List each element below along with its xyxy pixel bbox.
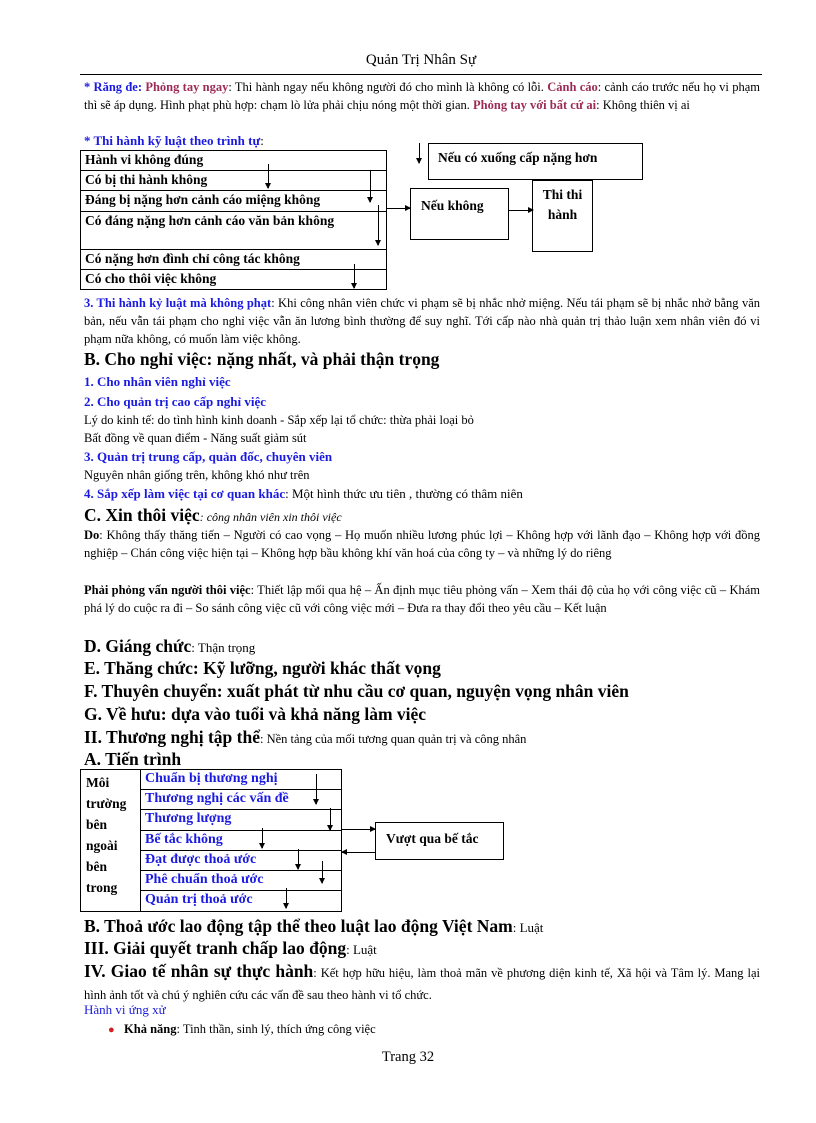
section-iv-rest: : Kết hợp hữu hiệu, làm thoả mãn về phương diện kinh tế, Xã hội và Tâm lý. Mang lại hình ảnh tốt và chú ý nghiên cứu các vấn đề sau theo hành vi tổ chức. xyxy=(84,966,760,1002)
section-c-reasons xyxy=(84,526,760,562)
down-arrow-icon xyxy=(370,170,371,202)
discipline-sequence-heading xyxy=(84,132,264,150)
right-arrow-icon xyxy=(509,210,533,211)
section-b-item-2: 2. Cho quản trị cao cấp nghỉ việc xyxy=(84,394,267,409)
section-c-title: C. Xin thôi việc xyxy=(84,505,200,525)
down-arrow-icon xyxy=(286,888,287,908)
ability-label: Khả năng xyxy=(124,1022,177,1036)
negotiation-step: Phê chuẩn thoả ước xyxy=(141,871,341,891)
deterrence-text-3: : Không thiên vị ai xyxy=(596,98,690,112)
section-g-title: G. Về hưu: dựa vào tuổi và khả năng làm việc xyxy=(84,704,427,724)
section-d-heading xyxy=(84,635,255,659)
negotiation-step: Thương lượng xyxy=(141,810,341,831)
negotiation-step: Thương nghị các vấn đề xyxy=(141,790,341,810)
page-number: Trang 32 xyxy=(381,1049,435,1065)
section-ii-heading xyxy=(84,726,526,750)
header-rule xyxy=(80,74,762,75)
section-d-title: D. Giáng chức xyxy=(84,636,192,656)
bullet-dot-icon: ● xyxy=(108,1024,115,1036)
section-c-reasons-label: Do xyxy=(84,528,100,542)
behavior-heading: Hành vi ứng xử xyxy=(84,1002,166,1017)
section-d-rest: : Thận trọng xyxy=(191,640,256,655)
down-arrow-icon xyxy=(298,849,299,869)
section-b-item-2-line-1: Lý do kinh tế: do tình hình kinh doanh - Sắp xếp lại tổ chức: thừa phải loại bỏ xyxy=(84,413,474,427)
section-ii-rest: : Nền tảng của mối tương quan quản trị và công nhân xyxy=(259,732,527,746)
down-arrow-icon xyxy=(322,861,323,883)
section-c-subtitle: : công nhân viên xin thôi việc xyxy=(199,510,342,524)
negotiation-step: Quản trị thoả ước xyxy=(145,892,253,907)
burn-anyone-term: Phỏng tay với bất cứ ai xyxy=(473,98,597,112)
deterrence-text-2: : cảnh cáo trước nếu họ vi phạm thì sẽ áp dụng. Hình phạt phù hợp: chạm lò lửa phải chịu nóng một thời gian. xyxy=(84,80,760,112)
down-arrow-icon xyxy=(262,828,263,848)
left-arrow-icon xyxy=(342,852,375,853)
section-iii-heading xyxy=(84,937,377,961)
page-header: Quản Trị Nhân Sự xyxy=(365,52,477,68)
negotiation-step: Chuẩn bị thương nghị xyxy=(141,770,341,790)
down-arrow-icon xyxy=(330,808,331,830)
negotiation-step: Đạt được thoả ước xyxy=(141,851,341,871)
discipline-no-penalty-label: 3. Thi hành kỷ luật mà không phạt xyxy=(84,296,272,310)
section-c-interview xyxy=(84,581,760,617)
right-arrow-icon xyxy=(342,829,375,830)
if-not-box: Nếu không xyxy=(410,188,509,240)
discipline-step: Hành vi không đúng xyxy=(81,151,386,171)
discipline-step: Có nặng hơn đình chỉ công tác không xyxy=(81,250,386,270)
down-arrow-icon xyxy=(354,264,355,288)
section-b-item-3: 3. Quản trị trung cấp, quản đốc, chuyên viên xyxy=(84,449,333,464)
section-e-title: E. Thăng chức: Kỹ lưỡng, người khác thất vọng xyxy=(84,658,441,678)
down-arrow-icon xyxy=(268,164,269,188)
section-c-heading xyxy=(84,504,342,528)
down-arrow-icon xyxy=(378,205,379,245)
execute-box: Thi thi hành xyxy=(532,180,593,252)
section-b-title: B. Cho nghỉ việc: nặng nhất, và phải thận trọng xyxy=(84,349,440,369)
discipline-step: Có bị thi hành không xyxy=(81,171,386,191)
discipline-step: Có đáng nặng hơn cảnh cáo văn bản không xyxy=(81,212,386,250)
right-arrow-icon xyxy=(387,208,410,209)
section-iii-rest: : Luật xyxy=(346,942,377,957)
section-c-reasons-text: : Không thấy thăng tiến – Người có cao vọng – Họ muốn nhiều lương phúc lợi – Không hợp với lãnh đạo – Không hợp với đồng nghiệp – Chán công việc hiện tại – Không hợp bầu không khí văn hoá của công ty – và những lý do riêng xyxy=(84,528,760,560)
discipline-sequence-colon: : xyxy=(260,133,264,148)
section-ii-title: II. Thương nghị tập thể xyxy=(84,727,260,747)
deterrence-paragraph xyxy=(84,78,760,114)
down-arrow-icon xyxy=(316,774,317,804)
section-b-item-4-text: : Một hình thức ưu tiên , thường có thâm niên xyxy=(285,486,523,501)
section-c-interview-label: Phải phỏng vấn người thôi việc xyxy=(84,583,251,597)
discipline-step: Đáng bị nặng hơn cảnh cáo miệng không xyxy=(81,191,386,212)
overcome-deadlock-box: Vượt qua bế tắc xyxy=(375,822,504,860)
section-b-item-3-line-1: Nguyên nhân giống trên, không khó như trên xyxy=(84,468,310,482)
deterrence-label: * Răng đe: xyxy=(84,80,143,94)
section-b-item-4-label: 4. Sắp xếp làm việc tại cơ quan khác xyxy=(84,486,286,501)
discipline-no-penalty-text: : Khi công nhân viên chức vi phạm sẽ bị nhắc nhở miệng. Nếu tái phạm sẽ bị nhắc nhở bằng văn bản, nếu vẫn tái phạm cho nghỉ việc vẫn ăn lương bình thường để suy nghĩ. Tới cấp nào nhà quản trị thảo luận xem nhân viên đó vi phạm nữa không, có muốn làm việc không. xyxy=(84,296,760,346)
discipline-no-penalty-paragraph xyxy=(84,294,760,348)
ability-bullet-item xyxy=(108,1020,376,1039)
section-b2-heading xyxy=(84,915,543,939)
section-b2-rest: : Luật xyxy=(512,920,544,935)
burn-immediately-term: Phỏng tay ngay xyxy=(145,80,229,94)
discipline-steps-box xyxy=(80,150,387,290)
warning-term: Cảnh cáo xyxy=(547,80,598,94)
section-f-title: F. Thuyên chuyển: xuất phát từ nhu cầu cơ quan, nguyện vọng nhân viên xyxy=(84,681,629,701)
section-b2-title: B. Thoả ước lao động tập thể theo luật lao động Việt Nam xyxy=(84,916,513,936)
section-b-item-1: 1. Cho nhân viên nghỉ việc xyxy=(84,374,231,389)
down-arrow-icon xyxy=(419,143,420,163)
discipline-sequence-title: * Thi hành kỹ luật theo trình tự xyxy=(84,133,261,148)
section-iii-title: III. Giải quyết tranh chấp lao động xyxy=(84,938,347,958)
environment-label: Môi trường bên ngoài bên trong xyxy=(81,770,141,911)
negotiation-steps xyxy=(141,770,341,911)
if-downgrade-box: Nếu có xuống cấp nặng hơn xyxy=(428,143,643,180)
section-b-item-2-line-2: Bất đồng về quan điểm - Năng suất giảm sút xyxy=(84,431,307,445)
section-a-title: A. Tiến trình xyxy=(84,749,182,769)
section-c-interview-text: : Thiết lập mối qua hệ – Ấn định mục tiêu phỏng vấn – Xem thái độ của họ với công việc cũ – Khám phá lý do cuộc ra đi – So sánh công việc cũ với công việc mới – Đưa ra thay đổi theo yêu cầu – Kết luận xyxy=(84,583,761,615)
ability-text: : Tinh thần, sinh lý, thích ứng công việc xyxy=(176,1022,376,1036)
deterrence-text-1: : Thi hành ngay nếu không người đó cho mình là không có lỗi. xyxy=(228,80,544,94)
section-b-item-4 xyxy=(84,485,523,503)
section-iv-heading xyxy=(84,960,760,1004)
negotiation-process-box xyxy=(80,769,342,912)
discipline-step: Có cho thôi việc không xyxy=(85,271,217,286)
negotiation-step: Bế tắc không xyxy=(141,831,341,851)
section-iv-title: IV. Giao tế nhân sự thực hành xyxy=(84,961,314,981)
